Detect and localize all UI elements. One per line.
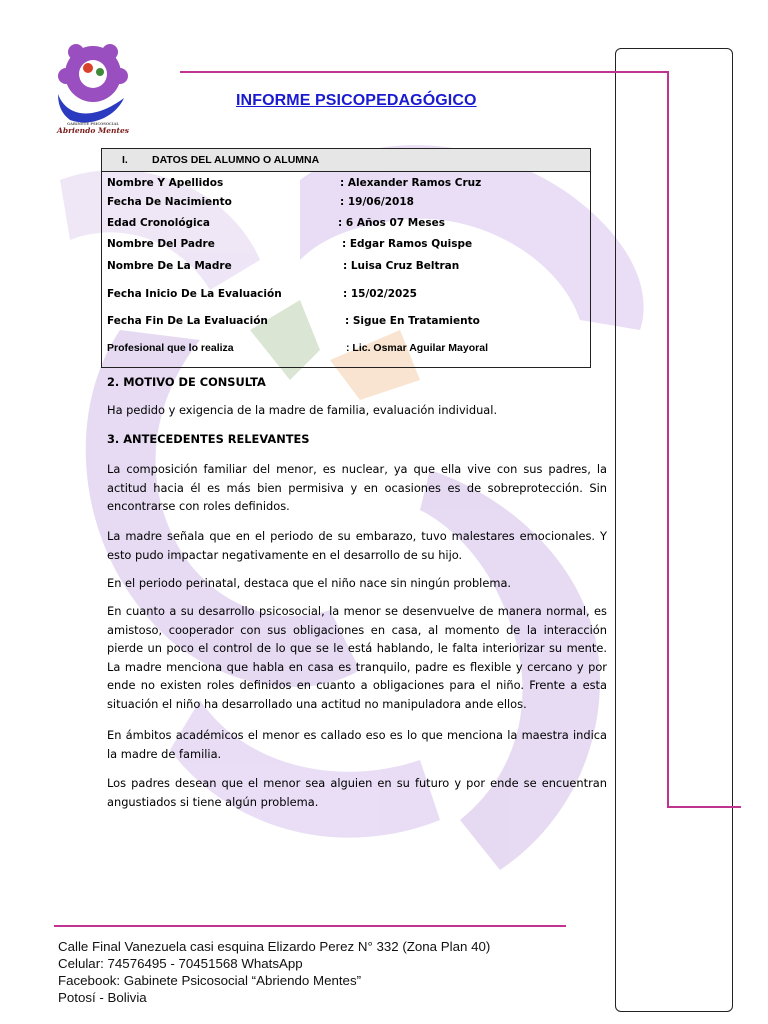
frame-horizontal-line [667, 806, 741, 808]
row-value: : 15/02/2025 [343, 288, 417, 300]
motivo-text: Ha pedido y exigencia de la madre de familia, evaluación individual. [107, 403, 498, 417]
section-number: I. [122, 154, 128, 166]
row-value: : Lic. Osmar Aguilar Mayoral [346, 342, 488, 354]
paragraph: En cuanto a su desarrollo psicosocial, la menor se desenvuelve de manera normal, es amistoso, cooperador con sus obligaciones en casa, al momento de la interacción pierde un poco el control de lo que se le está hablando, le falta interiorizar su mente. La madre menciona que habla en casa es tranquilo, padre es flexible y cercano y por ende no existen roles definidos en cuanto a obligaciones para el niño. Frente a esta situación el niño ha desarrollado una actitud no manipuladora ande ellos. [107, 604, 607, 711]
paragraph: En el periodo perinatal, destaca que el niño nace sin ningún problema. [107, 576, 512, 590]
section-title: DATOS DEL ALUMNO O ALUMNA [152, 154, 320, 166]
section-heading-motivo: 2. MOTIVO DE CONSULTA [107, 375, 266, 389]
footer-phone: Celular: 74576495 - 70451568 WhatsApp [58, 956, 303, 971]
row-value: : Luisa Cruz Beltran [343, 260, 460, 272]
row-value: : Alexander Ramos Cruz [340, 177, 482, 189]
logo-subtext: GABINETE PSICOSOCIAL [67, 122, 119, 126]
footer-location: Potosí - Bolivia [58, 990, 147, 1005]
row-value: : 6 Años 07 Meses [338, 217, 445, 229]
paragraph: La composición familiar del menor, es nuclear, ya que ella vive con sus padres, la actitud hacia él es más bien permisiva y en ocasiones es de sobreprotección. Sin encontrarse con roles definidos. [107, 462, 607, 514]
row-value: : Edgar Ramos Quispe [342, 238, 473, 250]
footer-facebook: Facebook: Gabinete Psicosocial “Abriendo Mentes” [58, 973, 362, 988]
row-label: Edad Cronológica [107, 217, 210, 229]
footer-address: Calle Final Vanezuela casi esquina Elizardo Perez N° 332 (Zona Plan 40) [58, 939, 491, 954]
logo-caption [50, 122, 136, 135]
paragraph: Los padres desean que el menor sea alguien en su futuro y por ende se encuentran angustiados si tiene algún problema. [107, 776, 607, 809]
header-divider [180, 71, 668, 73]
row-label: Fecha Fin De La Evaluación [107, 315, 268, 327]
row-label: Profesional que lo realiza [107, 342, 234, 354]
paragraph: La madre señala que en el periodo de su embarazo, tuvo malestares emocionales. Y esto pudo impactar negativamente en el desarrollo de su hijo. [107, 529, 607, 562]
row-label: Fecha Inicio De La Evaluación [107, 288, 282, 300]
logo-text: Abriendo Mentes [57, 126, 129, 135]
side-frame-box [615, 48, 733, 1012]
row-label: Fecha De Nacimiento [107, 196, 232, 208]
student-data-table [101, 148, 591, 368]
page-title: INFORME PSICOPEDAGÓGICO [236, 92, 477, 109]
frame-vertical-line [667, 71, 669, 807]
row-label: Nombre De La Madre [107, 260, 232, 272]
section-heading-antecedentes: 3. ANTECEDENTES RELEVANTES [107, 432, 310, 446]
abriendo-mentes-logo-icon [52, 36, 134, 136]
row-label: Nombre Y Apellidos [107, 177, 224, 189]
row-value: : 19/06/2018 [340, 196, 414, 208]
footer-contact [58, 938, 490, 1006]
footer-divider [54, 925, 566, 927]
paragraph: En ámbitos académicos el menor es callado eso es lo que menciona la maestra indica la madre de familia. [107, 728, 607, 761]
table-header [102, 149, 590, 172]
row-label: Nombre Del Padre [107, 238, 215, 250]
row-value: : Sigue En Tratamiento [345, 315, 480, 327]
